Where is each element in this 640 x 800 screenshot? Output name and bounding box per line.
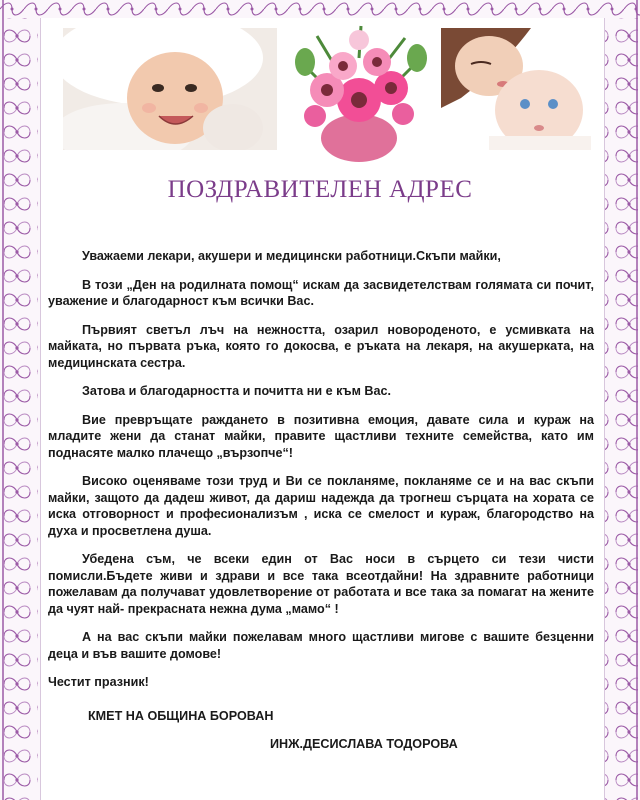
letter-paragraph: Затова и благодарността и почитта ни е към Вас. [82,384,392,398]
letter-paragraph: А на вас скъпи майки пожелавам много щастливи мигове с вашите безценни деца и във вашите домове! [48,630,594,661]
letter-paragraph: Убедена съм, че всеки един от Вас носи в сърцето си тези чисти помисли.Бъдете живи и здрави и все така всеотдайни! На здравните работници пожелавам да получават удовлетворение от работата и все така за помагат на жените да чуят най- прекрасната нежна дума „мамо“ ! [48,552,594,616]
document-title: ПОЗДРАВИТЕЛЕН АДРЕС [167,176,473,203]
closing-line: Честит празник! [48,675,149,689]
mother-and-baby-photo [441,28,591,150]
greeting-line: Уважаеми лекари, акушери и медицински работници.Скъпи майки, [82,249,501,263]
letter-paragraph: Вие превръщате раждането в позитивна емоция, давате сила и кураж на младите жени да станат майки, правите щастливи техните семейства, като им поднасяте малко плачещо „вързопче“! [48,412,594,460]
letter-paragraph: Първият светъл лъч на нежността, озарил новороденото, е усмивката на майката, но първата ръка, която го докосва, е ръката на лекаря, на акушерката, на медицинската сестра. [48,322,594,370]
baby-photo [63,28,277,150]
flower-bouquet-photo [277,18,441,166]
letter-paragraph: Високо оценяваме този труд и Ви се покланяме, покланяме се и на вас скъпи майки, защото да дадеш живот, да дариш надежда да трогнеш сърцата на хората се иска отговорност и професионализъм , иска се смелост и кураж, благородство на духа и просветлена душа. [48,474,594,538]
letter-body [48,248,594,703]
signature-title: КМЕТ НА ОБЩИНА БОРОВАН [88,709,274,723]
letter-paragraph: В този „Ден на родилната помощ“ искам да засвидетелствам голямата си почит, уважение и благодарност към всички Вас. [48,277,594,308]
signature-name: ИНЖ.ДЕСИСЛАВА ТОДОРОВА [270,737,458,751]
